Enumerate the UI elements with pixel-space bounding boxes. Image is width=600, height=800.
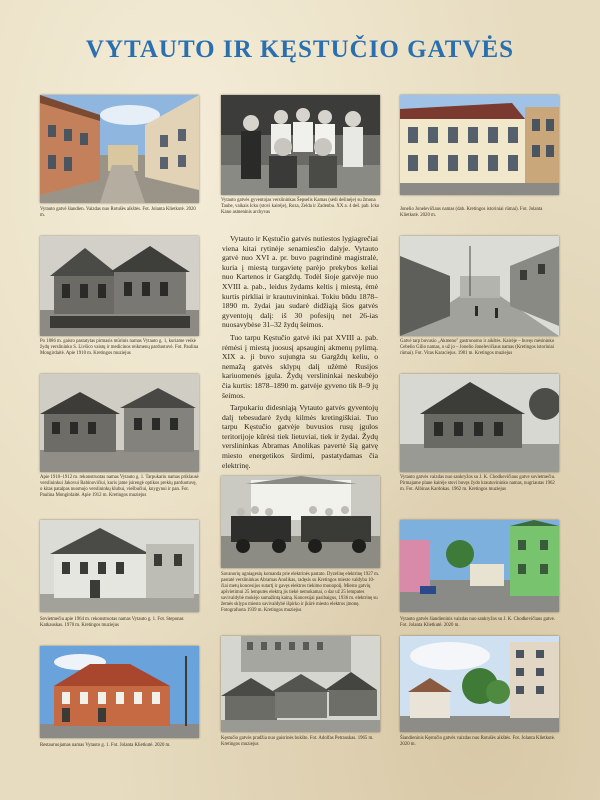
photo-house-1970 (40, 520, 199, 612)
body-paragraph: Tarpukariu didesniąją Vytauto gatvės gyventojų dalį tebesudarė žydų kilmės kretingiškiai. Tuo tarpu Kęstučio gatvėje buvusios rusų įgulos teritorijoje kūrėsi tiek lietuviai, tiek ir žydai. Žydų verslininkas Abramas Anolikas pavertė šią gatvę miesto energetikos širdimi, pastatydamas čia elektrinę. (222, 403, 378, 470)
photo-restoration-house (40, 646, 199, 738)
body-paragraph: Tuo tarpu Kęstučio gatvė iki pat XVIII a. pab. rėmėsi į miestą juosusį apsauginį akmenų pylimą. XIX a. ji buvo sujungta su Gargždų keliu, o nemažą gatvės sklypų dalį užėmė Rusijos kariuomenės įgula. Žydų verslininkai neskubėjo čia kurtis: 1878–1890 m. gatvėje gyveno tik 8–9 jų šeimos. (222, 332, 378, 400)
photo-fire-brigade-1939 (221, 476, 380, 568)
caption-10: Vytauto gatvės šiandieninis vaizdas nuo sankryžos su J. K. Chodkevičiaus gatve. Fot. Jolanta Klietkutė. 2020 m. (400, 617, 555, 628)
poster-title: VYTAUTO IR KĘSTUČIO GATVĖS (85, 36, 515, 63)
photo-street-1981 (400, 236, 559, 336)
caption-12: Kęstučio gatvės pradžia nuo gaisrinės bokšto. Fot. Adolfas Petrauskas. 1965 m. Kretingos muziejus (221, 736, 374, 747)
caption-2: Vytauto gatvės gyventojas verslininkas Šepselis Kamas (sėdi dešinėje) su žmona Taube, vaikais Icku (stovi kairėje), Roza, Zelda ir Zadenbu. XX a. 4 deš. pab. Icko Kano asmeninis archyvas (221, 198, 380, 215)
caption-13: Šiandieninis Kęstučio gatvės vaizdas nuo Rotušės aikštės. Fot. Jolanta Klietkutė. 2020 m. (400, 736, 556, 747)
photo-kestucio-street-today (400, 636, 559, 732)
caption-11: Restauruojamas namas Vytauto g. 1. Fot. Jolanta Klietkutė. 2020 m. (40, 743, 171, 748)
photo-rebuilt-house-1912 (40, 374, 199, 472)
caption-8: Savanorių ugniagesių komanda prie elektrinės pastato. Dyzelinę elektrinę 1927 m. pastatė verslininkas Abramas Anolikas, radęsis su Kretingos miesto valdyba 10-čiai metų koncesijos sutartį ir gavęs elektros tiekimo monopolį. Miesto gatvių apšvietimui 25 lemputės elektrą jis tiekė nemokamai, o dar už 25 lemputes savivaldybė mokėjo sumažintą kainą. Koncesijai pasibaigus, 1936 m. elektrinę su žemės sklypu miesto savivaldybė išpirko ir įkūrė miesto elektros įmonę. Fotografuota 1939 m. Kretingos muziejus (221, 572, 380, 613)
caption-7: Vytauto gatvės vaizdas nuo sankryžos su J. K. Chodkevičiaus gatve sovietmečiu. Pirmajame plane kairėje stovi buvęs žydo krautuvininko namas, nugriautas 1962 m. Fot. Albinas Kardokas. 1962 m. Kretingos muziejus (400, 475, 556, 492)
caption-4: Po 1886 m. gaisro pastatytas pirmasis mūrinis namas Vytauto g. 1, kuriame veikė žydų verslininko S. Livšico vaistų ir medicinos reikmenų parduotuvė. Fot. Paulina Mongirdaitė. Apie 1910 m. Kretingos muziejus (40, 339, 199, 356)
caption-9: Sovietmečiu apie 1964 m. rekonstruotas namas Vytauto g. 1. Fot. Steponas Katkauskas. 1970 m. Kretingos muziejus (40, 617, 184, 628)
photo-vytauto-street-today (40, 95, 199, 203)
body-text (222, 234, 378, 473)
caption-1: Vytauto gatvė šiandien. Vaizdas nuo Rotušės aikštės. Fot. Jolanta Klietkutė. 2020 m. (40, 207, 196, 218)
photo-first-brick-house (40, 236, 199, 336)
photo-family-portrait (221, 95, 380, 195)
photo-kestucio-street-1965 (221, 636, 380, 732)
photo-jonelevicius-house (400, 95, 559, 195)
caption-3: Jonelio Jonelevičiaus namas (dab. Kretingos istoriniai rūmai). Fot. Jolanta Klietkutė. 2020 m. (400, 207, 543, 218)
caption-5: Gatvė tarp buvusio „Akmeno" gastronomo ir aikštės. Kairėje – buvęs mėsininko Cebelio Gilio namas, o už jo – Jonelio Jonelevičiaus namas (Kretingos istoriniai rūmai). Fot. Vitas Karaciejus. 1981 m. Kretingos muziejus (400, 339, 555, 356)
photo-wooden-house-1962 (400, 374, 559, 472)
body-paragraph: Vytauto ir Kęstučio gatvės nutiestos lygiagrečiai viena kitai rytinėje senamiesčio dalyje. Vytauto gatvė nuo XVI a. pr. buvo pagrindinė magistralė, kuria į miestą turgavietę parėjo prekybos keliai nuo Kartenos ir Gargždų. Todėl šioje gatvėje nuo XVIII a. pab., leidus žydams keltis į miestą, ėmė kurtis pirkliai ir krautuvininkai. Tokiu būdu 1878–1890 m. žydai jau sudarė didžiąją šios gatvės gyventojų dalį: iš 30 pofesijų net 26-ias nuosavybėse 31–32 žydų šeimos. (222, 234, 378, 330)
caption-6: Apie 1910–1912 m. rekonstruotas namas Vytauto g. 1. Tarpukariu namas priklausė verslininkui Jakovui Rabinovičiui, kuris jame įsirengė optikos prekių parduotuvę, o kitas patalpas nuomojo verslininkų klubui, viešbučiui, knygynui ir pan. Fot. Paulina Mongirdaitė. Apie 1912 m. Kretingos muziejus (40, 475, 199, 498)
photo-intersection-today (400, 520, 559, 612)
